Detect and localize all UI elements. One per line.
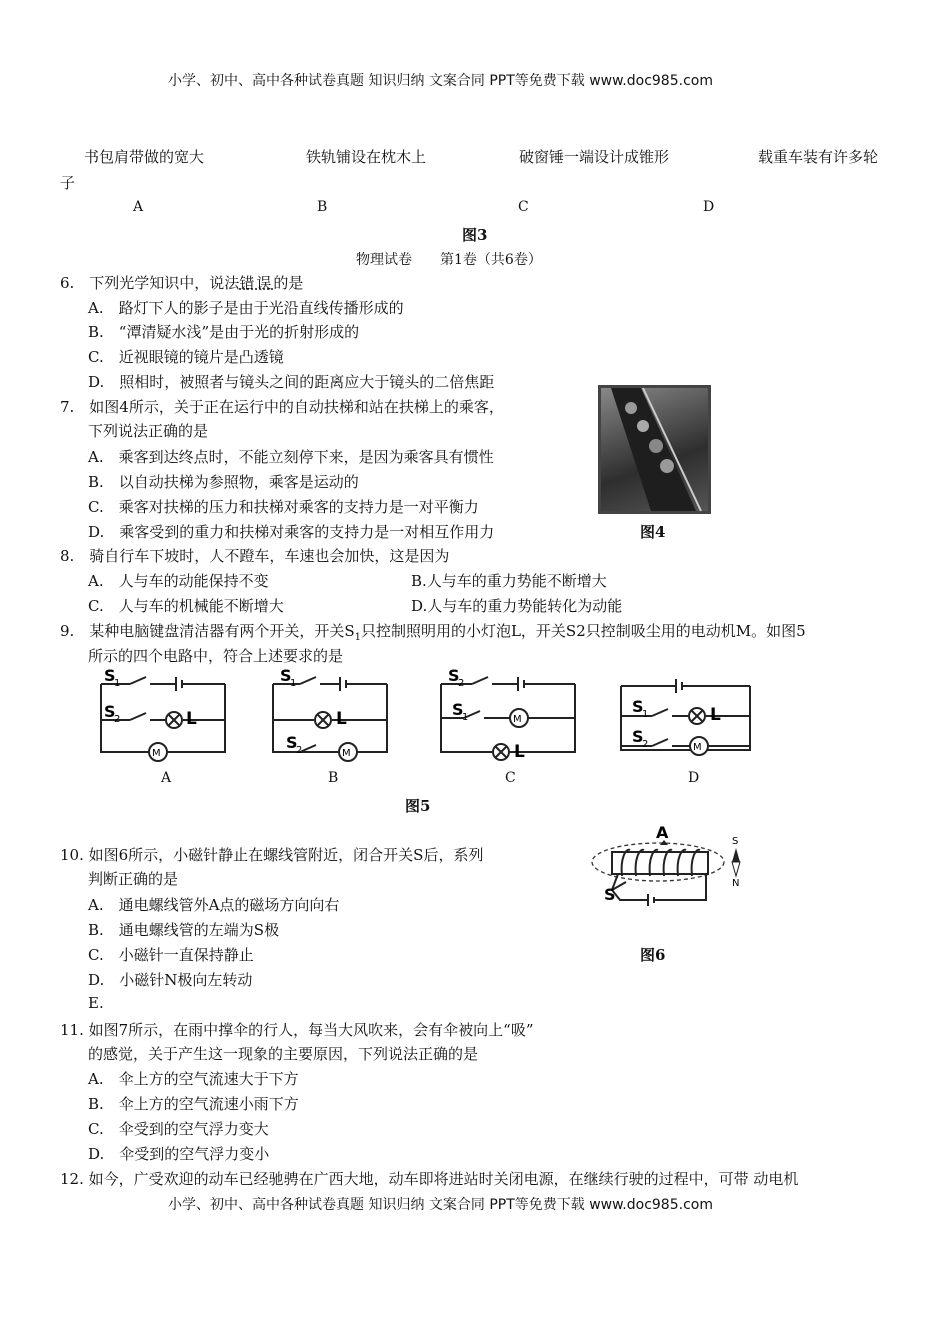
fig3-letter-a: A — [133, 199, 144, 215]
page-header: 小学、初中、高中各种试卷真题 知识归纳 文案合同 PPT等免费下载 www.doc985.com — [168, 73, 713, 89]
q10-stem-line2: 判断正确的是 — [88, 870, 179, 888]
escalator-photo — [598, 385, 711, 514]
fig3-letter-b: B — [317, 199, 328, 215]
q7-stem-line1: 7. 如图4所示，关于正在运行中的自动扶梯和站在扶梯上的乘客， — [60, 398, 504, 416]
circuit-label-c: C — [505, 770, 516, 786]
q10-option-b: B. 通电螺线管的左端为S极 — [88, 921, 280, 939]
q7-option-d: D. 乘客受到的重力和扶梯对乘客的支持力是一对相互作用力 — [88, 523, 495, 541]
fig3-caption-c: 破窗锤一端设计成锥形 — [519, 148, 670, 166]
q10-option-a: A. 通电螺线管外A点的磁场方向向右 — [88, 896, 340, 914]
fig6-title: 图6 — [640, 946, 666, 964]
q7-option-c: C. 乘客对扶梯的压力和扶梯对乘客的支持力是一对平衡力 — [88, 498, 479, 516]
svg-text:1: 1 — [290, 678, 297, 689]
svg-text:S: S — [604, 885, 616, 904]
q6-option-a: A. 路灯下人的影子是由于光沿直线传播形成的 — [88, 299, 404, 317]
q8-option-d: D.人与车的重力势能转化为动能 — [411, 597, 623, 615]
q12-stem: 12. 如今，广受欢迎的动车已经驰骋在广西大地，动车即将进站时关闭电源，在继续行驶的过程中，可带 动电机 — [60, 1170, 799, 1188]
svg-text:L: L — [186, 709, 197, 729]
fig3-letter-d: D — [703, 199, 715, 215]
q11-option-c: C. 伞受到的空气浮力变大 — [88, 1120, 269, 1138]
q11-option-d: D. 伞受到的空气浮力变小 — [88, 1145, 270, 1163]
svg-text:L: L — [710, 705, 721, 725]
svg-text:2: 2 — [642, 739, 649, 750]
svg-text:S: S — [280, 666, 292, 685]
circuit-b — [270, 666, 390, 762]
circuit-label-b: B — [328, 770, 339, 786]
q11-stem-line1: 11. 如图7所示，在雨中撑伞的行人，每当大风吹来，会有伞被向上“吸” — [60, 1021, 534, 1039]
q7-option-a: A. 乘客到达终点时，不能立刻停下来，是因为乘客具有惯性 — [88, 448, 494, 466]
q11-option-a: A. 伞上方的空气流速大于下方 — [88, 1070, 299, 1088]
q7-option-b: B. 以自动扶梯为参照物，乘客是运动的 — [88, 473, 359, 491]
svg-text:M: M — [342, 748, 351, 759]
q6-option-c: C. 近视眼镜的镜片是凸透镜 — [88, 348, 284, 366]
fig3-caption-d: 载重车装有许多轮 — [758, 148, 879, 166]
q10-option-c: C. 小磁针一直保持静止 — [88, 946, 254, 964]
circuit-a — [98, 666, 228, 762]
q9-stem-line1: 9. 某种电脑键盘清洁器有两个开关，开关$S_1$只控制照明用的小灯泡L，开关S2只控制吸尘用的电动机M。如图5 — [60, 622, 806, 643]
solenoid-diagram — [590, 818, 750, 908]
svg-text:1: 1 — [642, 709, 649, 720]
fig3-caption-wrap: 子 — [60, 174, 76, 192]
svg-text:2: 2 — [296, 745, 303, 756]
q6-stem: 6. 下列光学知识中，说法错误的是 — [60, 274, 304, 292]
q10-option-d: D. 小磁针N极向左转动 — [88, 971, 253, 989]
circuit-label-d: D — [688, 770, 700, 786]
q11-option-b: B. 伞上方的空气流速小雨下方 — [88, 1095, 299, 1113]
fig3-title: 图3 — [462, 226, 488, 244]
svg-text:M: M — [693, 742, 702, 753]
q6-option-d: D. 照相时，被照者与镜头之间的距离应大于镜头的二倍焦距 — [88, 373, 495, 391]
svg-text:2: 2 — [458, 678, 465, 689]
svg-text:M: M — [152, 748, 161, 759]
svg-text:S: S — [104, 666, 116, 685]
svg-text:A: A — [656, 823, 669, 842]
q6-emphasis: 错误 — [239, 274, 274, 292]
fig3-caption-b: 铁轨铺设在枕木上 — [306, 148, 427, 166]
svg-text:S: S — [286, 733, 298, 752]
escalator-sketch — [601, 388, 708, 511]
q9-stem-line2: 所示的四个电路中，符合上述要求的是 — [88, 647, 344, 665]
q10-stem-line1: 10. 如图6所示，小磁针静止在螺线管附近，闭合开关S后，系列 — [60, 846, 484, 864]
svg-text:1: 1 — [114, 678, 121, 689]
q8-option-a: A. 人与车的动能保持不变 — [88, 572, 269, 590]
q7-stem-line2: 下列说法正确的是 — [88, 422, 209, 440]
circuit-d — [618, 676, 753, 754]
circuit-c — [438, 666, 578, 762]
svg-text:S: S — [632, 697, 644, 716]
svg-text:2: 2 — [114, 714, 121, 725]
svg-text:S: S — [452, 700, 464, 719]
fig3-caption-a: 书包肩带做的宽大 — [84, 148, 205, 166]
q10-option-e: E. — [88, 994, 104, 1012]
svg-text:S: S — [732, 836, 739, 847]
svg-text:S: S — [104, 702, 116, 721]
q8-stem: 8. 骑自行车下坡时，人不蹬车，车速也会加快，这是因为 — [60, 547, 450, 565]
q8-option-b: B.人与车的重力势能不断增大 — [411, 572, 607, 590]
circuit-label-a: A — [161, 770, 172, 786]
svg-text:1: 1 — [462, 712, 469, 723]
svg-text:M: M — [513, 714, 522, 725]
fig4-title: 图4 — [640, 523, 666, 541]
paper-info: 物理试卷 第1卷（共6卷） — [356, 252, 542, 268]
fig3-letter-c: C — [518, 199, 529, 215]
fig5-title: 图5 — [405, 797, 431, 815]
q8-option-c: C. 人与车的机械能不断增大 — [88, 597, 284, 615]
svg-text:S: S — [632, 727, 644, 746]
page-footer: 小学、初中、高中各种试卷真题 知识归纳 文案合同 PPT等免费下载 www.doc985.com — [168, 1197, 713, 1213]
q6-option-b: B. “潭清疑水浅”是由于光的折射形成的 — [88, 323, 360, 341]
q11-stem-line2: 的感觉，关于产生这一现象的主要原因，下列说法正确的是 — [88, 1045, 479, 1063]
svg-text:L: L — [514, 742, 525, 762]
svg-text:N: N — [732, 878, 740, 889]
svg-text:L: L — [336, 709, 347, 729]
svg-text:S: S — [448, 666, 460, 685]
